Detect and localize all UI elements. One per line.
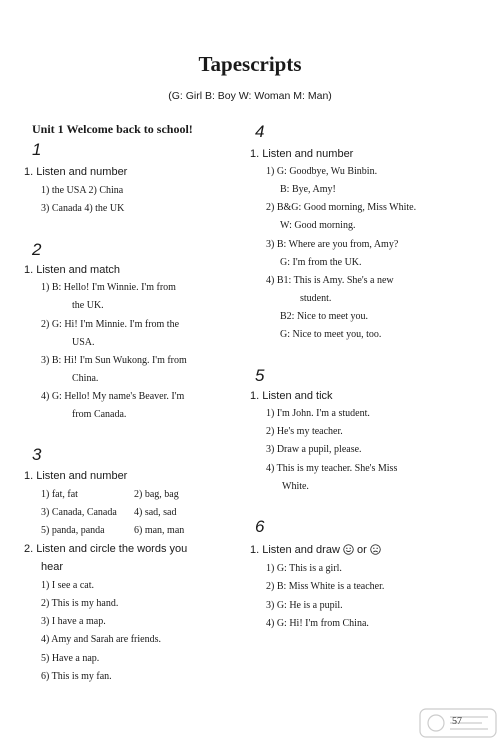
list-item: 1) fat, fat: [41, 489, 78, 500]
list-item: 1) I'm John. I'm a student.: [266, 408, 370, 419]
list-item: 5) Have a nap.: [41, 653, 100, 664]
list-item: 5) panda, panda: [41, 525, 105, 536]
list-item: 2) This is my hand.: [41, 598, 119, 609]
section-heading: 2. Listen and circle the words you: [24, 543, 188, 555]
list-item-cont: G: I'm from the UK.: [280, 257, 362, 268]
list-item-cont: student.: [300, 293, 332, 304]
list-item: 1) I see a cat.: [41, 580, 95, 591]
section-heading: 1. Listen and number: [250, 148, 354, 160]
lesson-number-4: 4: [255, 122, 265, 141]
list-item: 6) man, man: [134, 525, 185, 536]
section-heading-cont: hear: [41, 561, 64, 573]
section-heading: 1. Listen and number: [24, 470, 128, 482]
section-heading: 1. Listen and match: [24, 264, 121, 276]
page-title: Tapescripts: [198, 52, 302, 76]
lesson-number-2: 2: [32, 240, 42, 259]
list-item-cont: the UK.: [72, 300, 104, 311]
list-item-cont: B: Bye, Amy!: [280, 184, 336, 195]
list-item: 3) G: He is a pupil.: [266, 600, 343, 611]
list-item: 4) sad, sad: [134, 507, 177, 518]
section-heading: 1. Listen and number: [24, 166, 128, 178]
list-item: 1) the USA 2) China: [41, 185, 124, 196]
section-heading: [250, 544, 381, 556]
list-item: 4) G: Hi! I'm from China.: [266, 618, 369, 629]
lesson-number-3: 3: [32, 445, 42, 464]
list-item: 1) G: Goodbye, Wu Binbin.: [266, 166, 378, 177]
list-item-cont: G: Nice to meet you, too.: [280, 329, 382, 340]
sad-face-icon: [370, 544, 381, 555]
list-item-cont: B2: Nice to meet you.: [280, 311, 369, 322]
section-heading: 1. Listen and tick: [250, 390, 333, 402]
list-item-cont: USA.: [72, 337, 95, 348]
lesson-number-1: 1: [32, 140, 42, 159]
list-item: 3) Canada 4) the UK: [41, 203, 125, 214]
list-item: 2) B&G: Good morning, Miss White.: [266, 202, 417, 213]
list-item: 2) B: Miss White is a teacher.: [266, 581, 385, 592]
list-item: 4) Amy and Sarah are friends.: [41, 634, 161, 645]
list-item: 6) This is my fan.: [41, 671, 112, 682]
list-item: 3) B: Where are you from, Amy?: [266, 239, 399, 250]
list-item: 2) G: Hi! I'm Minnie. I'm from the: [41, 319, 180, 330]
unit-heading: Unit 1 Welcome back to school!: [32, 122, 193, 136]
list-item-cont: China.: [72, 373, 99, 384]
heading-or: or: [357, 544, 367, 556]
smiley-face-icon: [343, 544, 354, 555]
list-item: 4) B1: This is Amy. She's a new: [266, 275, 394, 286]
heading-text: 1. Listen and draw: [250, 544, 340, 556]
list-item-cont: White.: [282, 481, 309, 492]
list-item: 3) I have a map.: [41, 616, 106, 627]
page-number: 57: [452, 716, 462, 727]
list-item: 2) bag, bag: [134, 489, 179, 500]
list-item: 4) G: Hello! My name's Beaver. I'm: [41, 391, 185, 402]
role-legend: (G: Girl B: Boy W: Woman M: Man): [168, 90, 332, 102]
list-item: 4) This is my teacher. She's Miss: [266, 463, 398, 474]
lesson-number-6: 6: [255, 517, 265, 536]
list-item: 3) Canada, Canada: [41, 507, 117, 518]
list-item: 1) G: This is a girl.: [266, 563, 342, 574]
list-item: 3) B: Hi! I'm Sun Wukong. I'm from: [41, 355, 187, 366]
list-item: 3) Draw a pupil, please.: [266, 444, 362, 455]
lesson-number-5: 5: [255, 366, 265, 385]
watermark-logo: [418, 703, 498, 743]
list-item: 1) B: Hello! I'm Winnie. I'm from: [41, 282, 176, 293]
list-item-cont: W: Good morning.: [280, 220, 356, 231]
list-item: 2) He's my teacher.: [266, 426, 343, 437]
list-item-cont: from Canada.: [72, 409, 127, 420]
